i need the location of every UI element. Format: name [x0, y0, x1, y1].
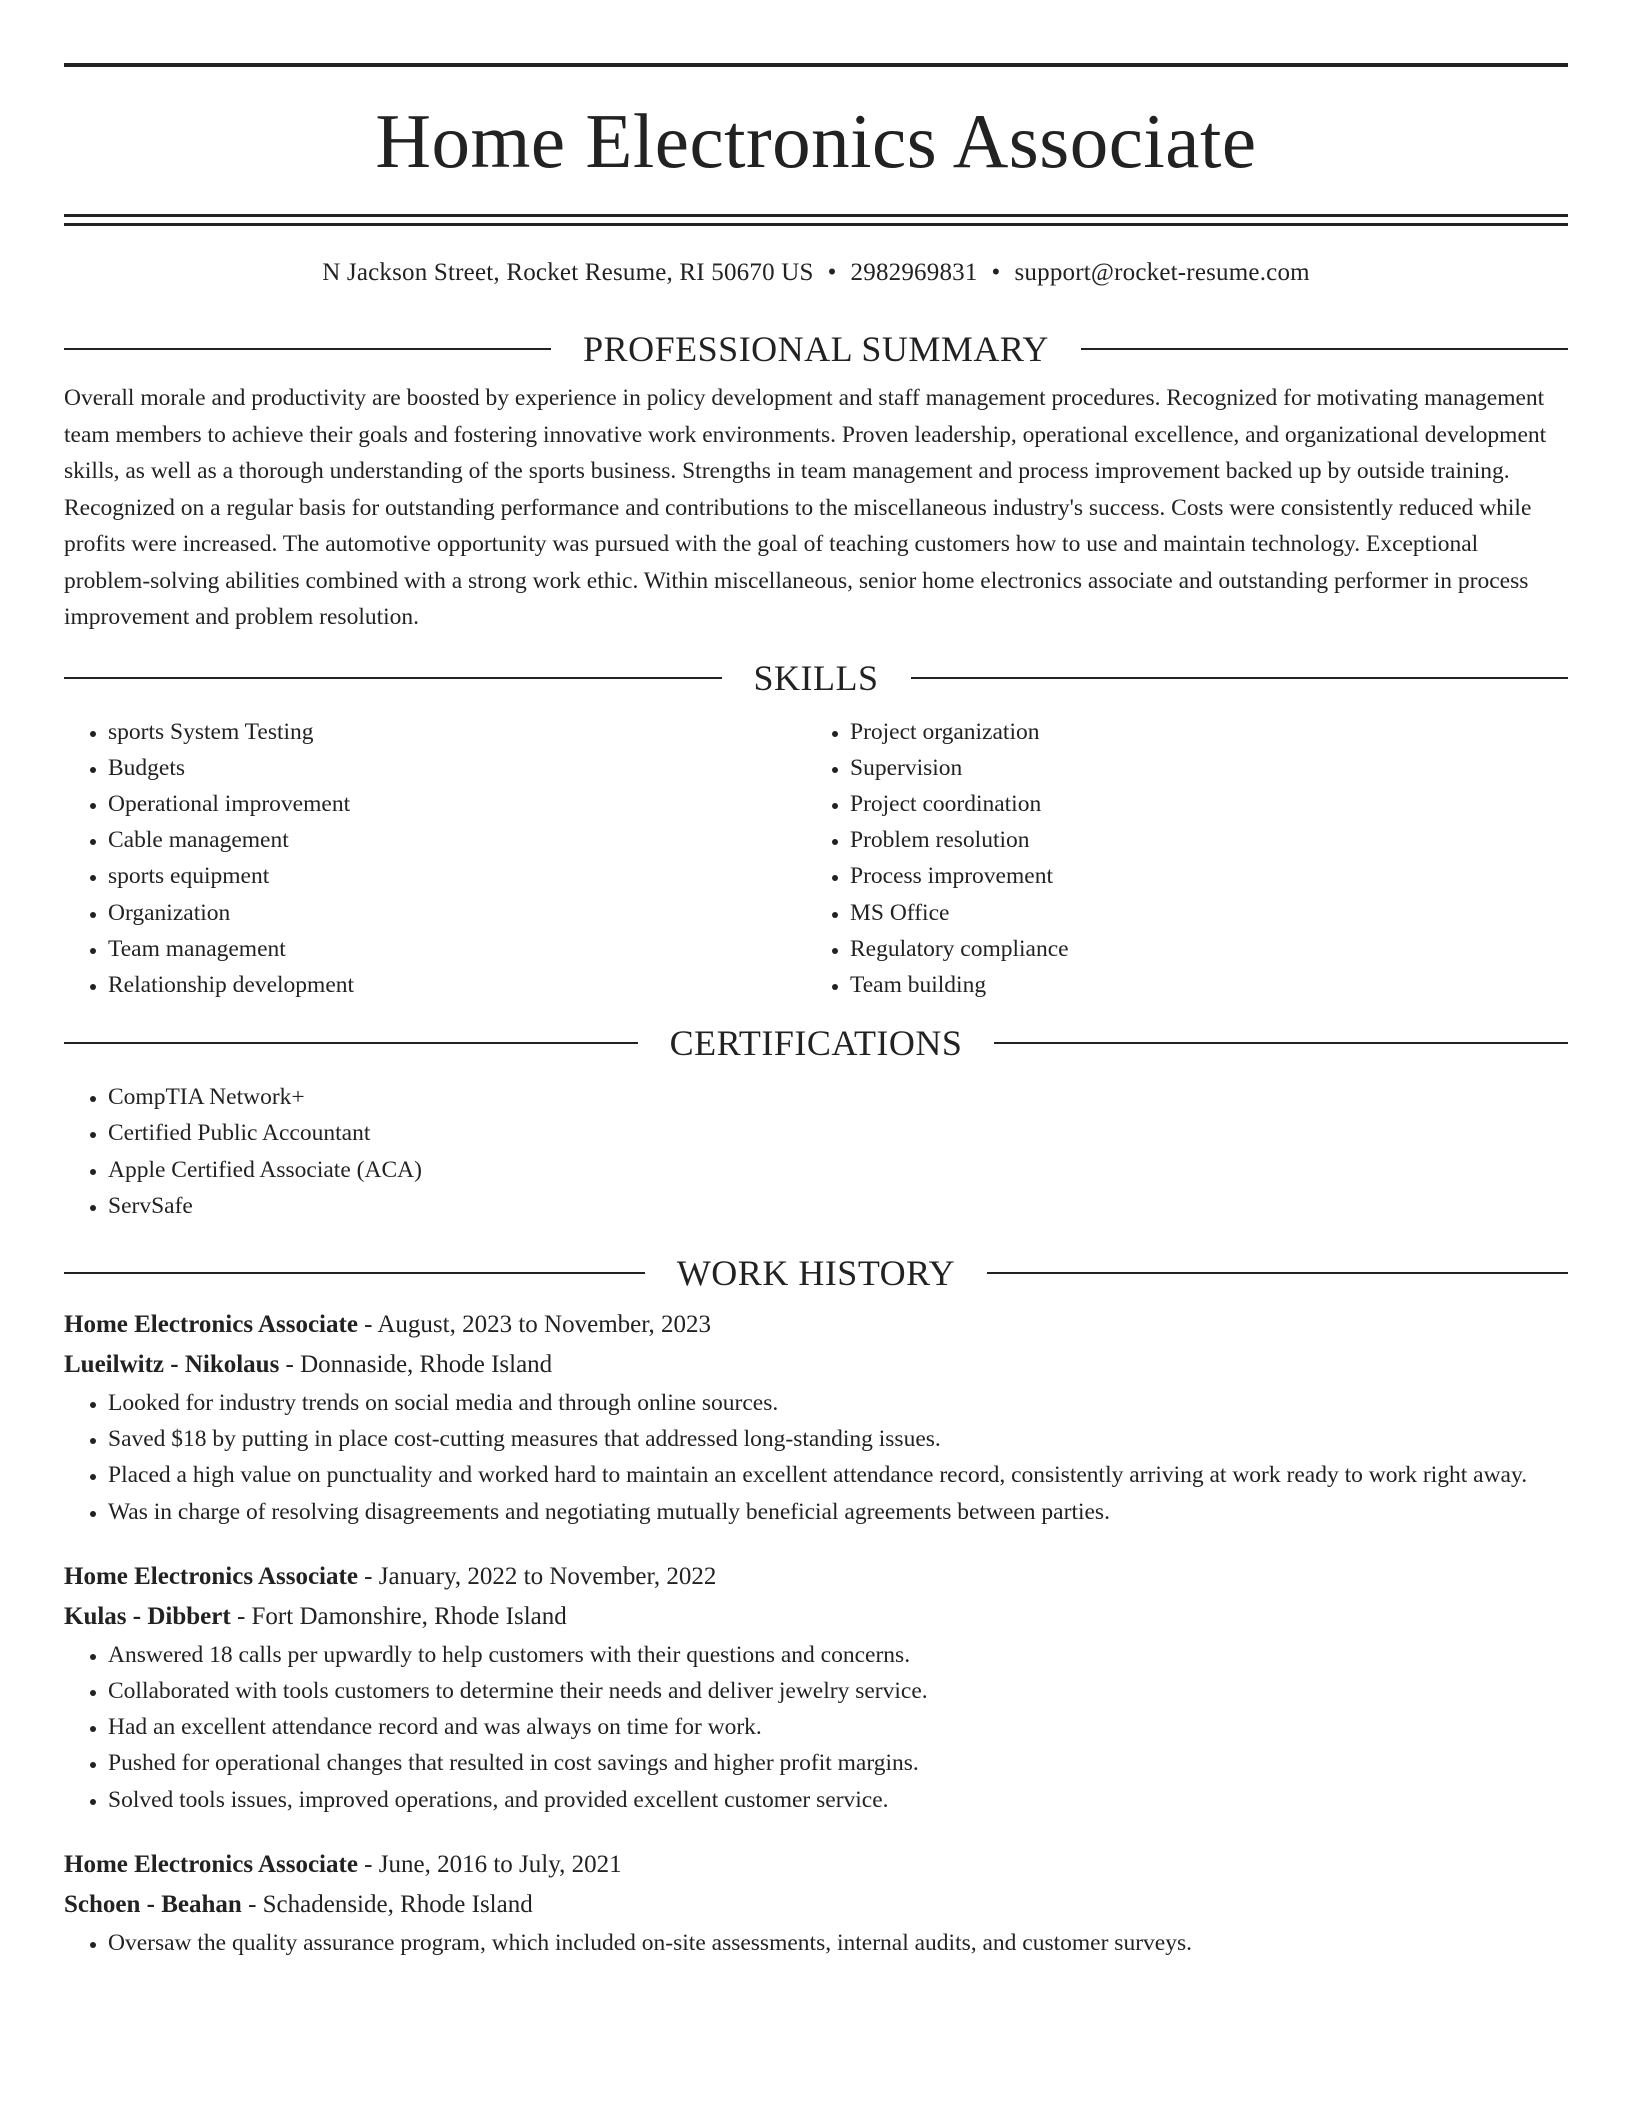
- job-company-line: [64, 1345, 1568, 1385]
- job-company: Schoen - Beahan: [64, 1890, 242, 1918]
- job-bullet: • Had an excellent attendance record and was always on time for work.: [108, 1709, 1568, 1745]
- job-bullet: • Placed a high value on punctuality and worked hard to maintain an excellent attendance record, consistently arriving at work ready to work right away.: [108, 1457, 1568, 1493]
- skill-item: • sports equipment: [108, 858, 806, 894]
- job-title: Home Electronics Associate: [64, 1310, 358, 1338]
- job-bullet: • Solved tools issues, improved operations, and provided excellent customer service.: [108, 1782, 1568, 1818]
- job-bullets: [64, 1385, 1568, 1530]
- skill-item: • Regulatory compliance: [850, 931, 1548, 967]
- skills-list-right: [806, 714, 1548, 1004]
- section-title-summary: PROFESSIONAL SUMMARY: [583, 329, 1049, 369]
- job-title-line: [64, 1845, 1568, 1885]
- contact-address: N Jackson Street, Rocket Resume, RI 50670 US: [322, 259, 814, 286]
- skill-item: • Relationship development: [108, 967, 806, 1003]
- contact-separator: •: [827, 259, 837, 286]
- section-rule-left: [64, 348, 551, 350]
- skill-item: • Process improvement: [850, 858, 1548, 894]
- job-dates: - January, 2022 to November, 2022: [357, 1562, 717, 1590]
- skill-item: • Budgets: [108, 750, 806, 786]
- job-company: Lueilwitz - Nikolaus: [64, 1350, 280, 1378]
- certification-item: • ServSafe: [108, 1188, 1568, 1224]
- resume-page: [64, 0, 1568, 1961]
- section-title-work: WORK HISTORY: [676, 1252, 956, 1293]
- certification-item: • Apple Certified Associate (ACA): [108, 1152, 1568, 1188]
- job-dates: - August, 2023 to November, 2023: [357, 1310, 712, 1338]
- job-company-line: [64, 1885, 1568, 1925]
- job-company-line: [64, 1597, 1568, 1637]
- job-bullets: [64, 1925, 1568, 1961]
- job-company: Kulas - Dibbert: [64, 1602, 231, 1630]
- job-bullet: • Was in charge of resolving disagreements and negotiating mutually beneficial agreements between parties.: [108, 1494, 1568, 1530]
- skill-item: • MS Office: [850, 895, 1548, 931]
- skills-list-left: [64, 714, 806, 1004]
- job-title: Home Electronics Associate: [64, 1562, 358, 1590]
- skill-item: • Problem resolution: [850, 822, 1548, 858]
- section-rule-left: [64, 677, 722, 679]
- section-header-summary: [64, 327, 1568, 371]
- skills-column-right: [806, 714, 1548, 1004]
- job-bullet: • Oversaw the quality assurance program, which included on-site assessments, internal audits, and customer surveys.: [108, 1925, 1568, 1961]
- job-location: - Donnaside, Rhode Island: [279, 1350, 553, 1378]
- skill-item: • Cable management: [108, 822, 806, 858]
- section-header-skills: [64, 656, 1568, 700]
- job-bullet: • Saved $18 by putting in place cost-cutting measures that addressed long-standing issues.: [108, 1421, 1568, 1457]
- section-rule-right: [994, 1042, 1568, 1044]
- job-location: - Schadenside, Rhode Island: [241, 1890, 533, 1918]
- job-location: - Fort Damonshire, Rhode Island: [230, 1602, 567, 1630]
- skills-column-left: [64, 714, 806, 1004]
- skill-item: • Operational improvement: [108, 786, 806, 822]
- contact-email: support@rocket-resume.com: [1014, 259, 1310, 286]
- contact-separator: •: [991, 259, 1001, 286]
- contact-phone: 2982969831: [850, 259, 978, 286]
- job-title-line: [64, 1305, 1568, 1345]
- section-rule-left: [64, 1042, 638, 1044]
- job-bullet: • Looked for industry trends on social media and through online sources.: [108, 1385, 1568, 1421]
- section-rule-right: [1081, 348, 1568, 350]
- certifications-list: [64, 1079, 1568, 1224]
- skill-item: • Project coordination: [850, 786, 1548, 822]
- contact-line: [64, 258, 1568, 288]
- job-bullet: • Answered 18 calls per upwardly to help customers with their questions and concerns.: [108, 1637, 1568, 1673]
- certification-item: • CompTIA Network+: [108, 1079, 1568, 1115]
- section-rule-left: [64, 1272, 645, 1274]
- section-title-skills: SKILLS: [753, 657, 879, 698]
- job-title-line: [64, 1557, 1568, 1597]
- skills-grid: [64, 714, 1568, 1004]
- section-header-work: [64, 1251, 1568, 1295]
- skill-item: • Organization: [108, 895, 806, 931]
- skill-item: • Team building: [850, 967, 1548, 1003]
- title-double-rule: [64, 214, 1568, 226]
- skill-item: • Project organization: [850, 714, 1548, 750]
- job-bullet: • Pushed for operational changes that resulted in cost savings and higher profit margins.: [108, 1745, 1568, 1781]
- job-bullet: • Collaborated with tools customers to determine their needs and deliver jewelry service.: [108, 1673, 1568, 1709]
- job-bullets: [64, 1637, 1568, 1818]
- summary-paragraph: Overall morale and productivity are boosted by experience in policy development and staff management procedures. Recognized for motivating management team members to achieve their goals and fostering innovative work environments. Proven leadership, operational excellence, and organizational development skills, as well as a thorough understanding of the sports business. Strengths in team management and process improvement backed up by outside training. Recognized on a regular basis for outstanding performance and contributions to the miscellaneous industry's success. Costs were consistently reduced while profits were increased. The automotive opportunity was pursued with the goal of teaching customers how to use and maintain technology. Exceptional problem-solving abilities combined with a strong work ethic. Within miscellaneous, senior home electronics associate and outstanding performer in process improvement and problem resolution.: [64, 385, 1547, 630]
- skill-item: • Team management: [108, 931, 806, 967]
- job-entry: [64, 1557, 1568, 1818]
- skill-item: • Supervision: [850, 750, 1548, 786]
- section-rule-right: [987, 1272, 1568, 1274]
- job-title: Home Electronics Associate: [64, 1850, 358, 1878]
- work-history-list: [64, 1305, 1568, 1961]
- section-rule-right: [911, 677, 1569, 679]
- resume-title: Home Electronics Associate: [375, 98, 1257, 184]
- certification-item: • Certified Public Accountant: [108, 1115, 1568, 1151]
- top-rule: [64, 63, 1568, 67]
- section-title-certifications: CERTIFICATIONS: [669, 1023, 963, 1064]
- job-entry: [64, 1305, 1568, 1530]
- section-header-certifications: [64, 1021, 1568, 1065]
- skill-item: • sports System Testing: [108, 714, 806, 750]
- job-entry: [64, 1845, 1568, 1961]
- job-dates: - June, 2016 to July, 2021: [357, 1850, 622, 1878]
